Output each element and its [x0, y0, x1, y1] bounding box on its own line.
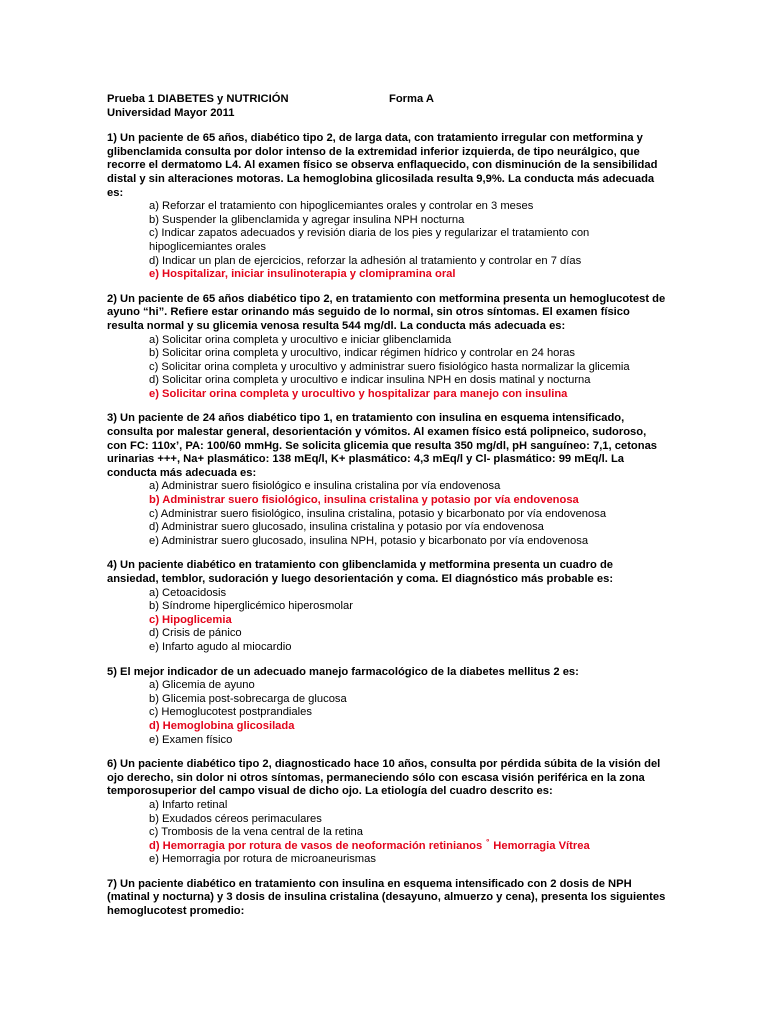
answer-option: [107, 214, 667, 228]
answer-option: [107, 600, 667, 614]
answer-option-text: b) Administrar suero fisiológico, insulina cristalina y potasio por vía endovenosa: [149, 494, 579, 507]
answer-option: [107, 334, 667, 348]
answer-option-correct: [107, 388, 667, 402]
answer-options: [107, 679, 667, 747]
exam-institution: Universidad Mayor 2011: [107, 106, 235, 119]
answer-option-text: e) Hemorragia por rotura de microaneurismas: [149, 853, 376, 866]
answer-option: [107, 374, 667, 388]
answer-option: [107, 587, 667, 601]
answer-option-text: c) Administrar suero fisiológico, insulina cristalina, potasio y bicarbonato por vía endovenosa: [149, 507, 607, 520]
answer-option-text: c) Indicar zapatos adecuados y revisión diaria de los pies y regularizar el tratamiento con hipoglicemiantes orales: [149, 227, 590, 253]
answer-option: [107, 853, 667, 867]
answer-option-text: c) Trombosis de la vena central de la retina: [149, 826, 363, 839]
answer-annotation-mark: ⁰: [486, 838, 490, 846]
answer-option-correct: [107, 840, 667, 854]
answer-option: [107, 826, 667, 840]
answer-option: [107, 706, 667, 720]
answer-option: [107, 535, 667, 549]
question-5: [107, 666, 667, 748]
answer-option-text: a) Administrar suero fisiológico e insulina cristalina por vía endovenosa: [149, 480, 501, 493]
question-4: [107, 559, 667, 654]
question-3: [107, 412, 667, 548]
answer-option-text: b) Solicitar orina completa y urocultivo, indicar régimen hídrico y controlar en 24 horas: [149, 347, 575, 360]
question-stem: 7) Un paciente diabético en tratamiento con insulina en esquema intensificado con 2 dosis de NPH (matinal y nocturna) y 3 dosis de insulina cristalina (desayuno, almuerzo y cena), presenta los siguientes hemoglucotest promedio:: [107, 877, 666, 918]
exam-header: [107, 93, 667, 107]
answer-option-correct: [107, 614, 667, 628]
question-2: [107, 293, 667, 402]
answer-option-text: b) Exudados céreos perimaculares: [149, 812, 322, 825]
answer-option-text: b) Suspender la glibenclamida y agregar insulina NPH nocturna: [149, 213, 465, 226]
exam-title: Prueba 1 DIABETES y NUTRICIÓN: [107, 93, 289, 105]
answer-option: [107, 627, 667, 641]
answer-option-text: d) Administrar suero glucosado, insulina cristalina y potasio por vía endovenosa: [149, 521, 544, 534]
answer-option: [107, 255, 667, 269]
answer-option-text: d) Hemoglobina glicosilada: [149, 719, 295, 732]
exam-form: Forma A: [389, 93, 434, 105]
answer-option-text: d) Crisis de pánico: [149, 627, 242, 640]
answer-option-text: c) Solicitar orina completa y urocultivo y administrar suero fisiológico hasta normalizar la glicemia: [149, 360, 630, 373]
answer-options: [107, 799, 667, 867]
answer-option-text: b) Glicemia post-sobrecarga de glucosa: [149, 692, 347, 705]
answer-option: [107, 693, 667, 707]
answer-option: [107, 679, 667, 693]
answer-option-text: b) Síndrome hiperglicémico hiperosmolar: [149, 600, 353, 613]
answer-option-text: c) Hipoglicemia: [149, 613, 232, 626]
answer-option-text: e) Hospitalizar, iniciar insulinoterapia y clomipramina oral: [149, 268, 456, 281]
answer-option-text: a) Reforzar el tratamiento con hipoglicemiantes orales y controlar en 3 meses: [149, 200, 534, 213]
answer-option-text: e) Infarto agudo al miocardio: [149, 640, 292, 653]
answer-option-correct: [107, 268, 667, 282]
answer-option-text: a) Cetoacidosis: [149, 586, 227, 599]
answer-option-text: e) Examen físico: [149, 733, 233, 746]
answer-option: [107, 480, 667, 494]
answer-option: [107, 641, 667, 655]
answer-option: [107, 361, 667, 375]
question-stem: 3) Un paciente de 24 años diabético tipo 1, en tratamiento con insulina en esquema intensificado, consulta por malestar general, desorientación y vómitos. Al examen físico está polipneico, sudoroso, con FC: 110x’, PA: 100/60 mmHg. Se solicita glicemia que resulta 350 mg/dl, pH sanguíneo: 7,1, cetonas urinarias +++, Na+ plasmático: 138 mEq/l, K+ plasmático: 4,3 mEq/l y Cl- plasmático: 99 mEq/l. La conducta más adecuada es:: [107, 412, 658, 479]
answer-option-text: a) Glicemia de ayuno: [149, 679, 255, 692]
question-7: [107, 878, 667, 919]
answer-options: [107, 200, 667, 282]
answer-option-text: a) Solicitar orina completa y urocultivo e iniciar glibenclamida: [149, 333, 452, 346]
answer-option: [107, 508, 667, 522]
answer-option-text: d) Hemorragia por rotura de vasos de neoformación retinianos: [149, 839, 483, 852]
answer-option-text: d) Indicar un plan de ejercicios, reforzar la adhesión al tratamiento y controlar en 7 días: [149, 254, 582, 267]
answer-options: [107, 480, 667, 548]
answer-option-correct: [107, 494, 667, 508]
answer-annotation: Hemorragia Vítrea: [493, 839, 590, 852]
answer-option: [107, 347, 667, 361]
answer-option: [107, 521, 667, 535]
answer-options: [107, 334, 667, 402]
answer-option-text: c) Hemoglucotest postprandiales: [149, 706, 312, 719]
answer-option: [107, 734, 667, 748]
question-list: [107, 132, 667, 918]
answer-option: [107, 813, 667, 827]
answer-option-text: a) Infarto retinal: [149, 798, 228, 811]
question-stem: 1) Un paciente de 65 años, diabético tipo 2, de larga data, con tratamiento irregular con metformina y glibenclamida consulta por dolor intenso de la extremidad inferior izquierda, de tipo neurálgico, que recorre el dermatomo L4. Al examen físico se observa enflaquecido, con disminución de la sensibilidad distal y sin alteraciones motoras. La hemoglobina glicosilada resulta 9,9%. La conducta más adecuada es:: [107, 132, 658, 199]
answer-option: [107, 200, 667, 214]
answer-option-text: d) Solicitar orina completa y urocultivo e indicar insulina NPH en dosis matinal y nocturna: [149, 374, 591, 387]
question-stem: 4) Un paciente diabético en tratamiento con glibenclamida y metformina presenta un cuadro de ansiedad, temblor, sudoración y luego desorientación y coma. El diagnóstico más probable es:: [107, 559, 614, 585]
answer-option-text: e) Solicitar orina completa y urocultivo y hospitalizar para manejo con insulina: [149, 387, 568, 400]
answer-option: [107, 227, 667, 254]
question-stem: 2) Un paciente de 65 años diabético tipo 2, en tratamiento con metformina presenta un hemoglucotest de ayuno “hi”. Refiere estar orinando más seguido de lo normal, sin otros síntomas. El examen físico resulta normal y su glicemia venosa resulta 544 mg/dl. La conducta más adecuada es:: [107, 292, 666, 332]
question-stem: 6) Un paciente diabético tipo 2, diagnosticado hace 10 años, consulta por pérdida súbita de la visión del ojo derecho, sin dolor ni otros síntomas, permaneciendo sólo con escasa visión periférica en la zona temporosuperior del campo visual de dicho ojo. La etiología del cuadro descrito es:: [107, 758, 661, 798]
answer-option-text: e) Administrar suero glucosado, insulina NPH, potasio y bicarbonato por vía endovenosa: [149, 534, 589, 547]
answer-option-correct: [107, 720, 667, 734]
question-stem: 5) El mejor indicador de un adecuado manejo farmacológico de la diabetes mellitus 2 es:: [107, 665, 579, 678]
question-6: [107, 758, 667, 867]
answer-option: [107, 799, 667, 813]
exam-page: [107, 93, 667, 930]
answer-options: [107, 587, 667, 655]
question-1: [107, 132, 667, 282]
